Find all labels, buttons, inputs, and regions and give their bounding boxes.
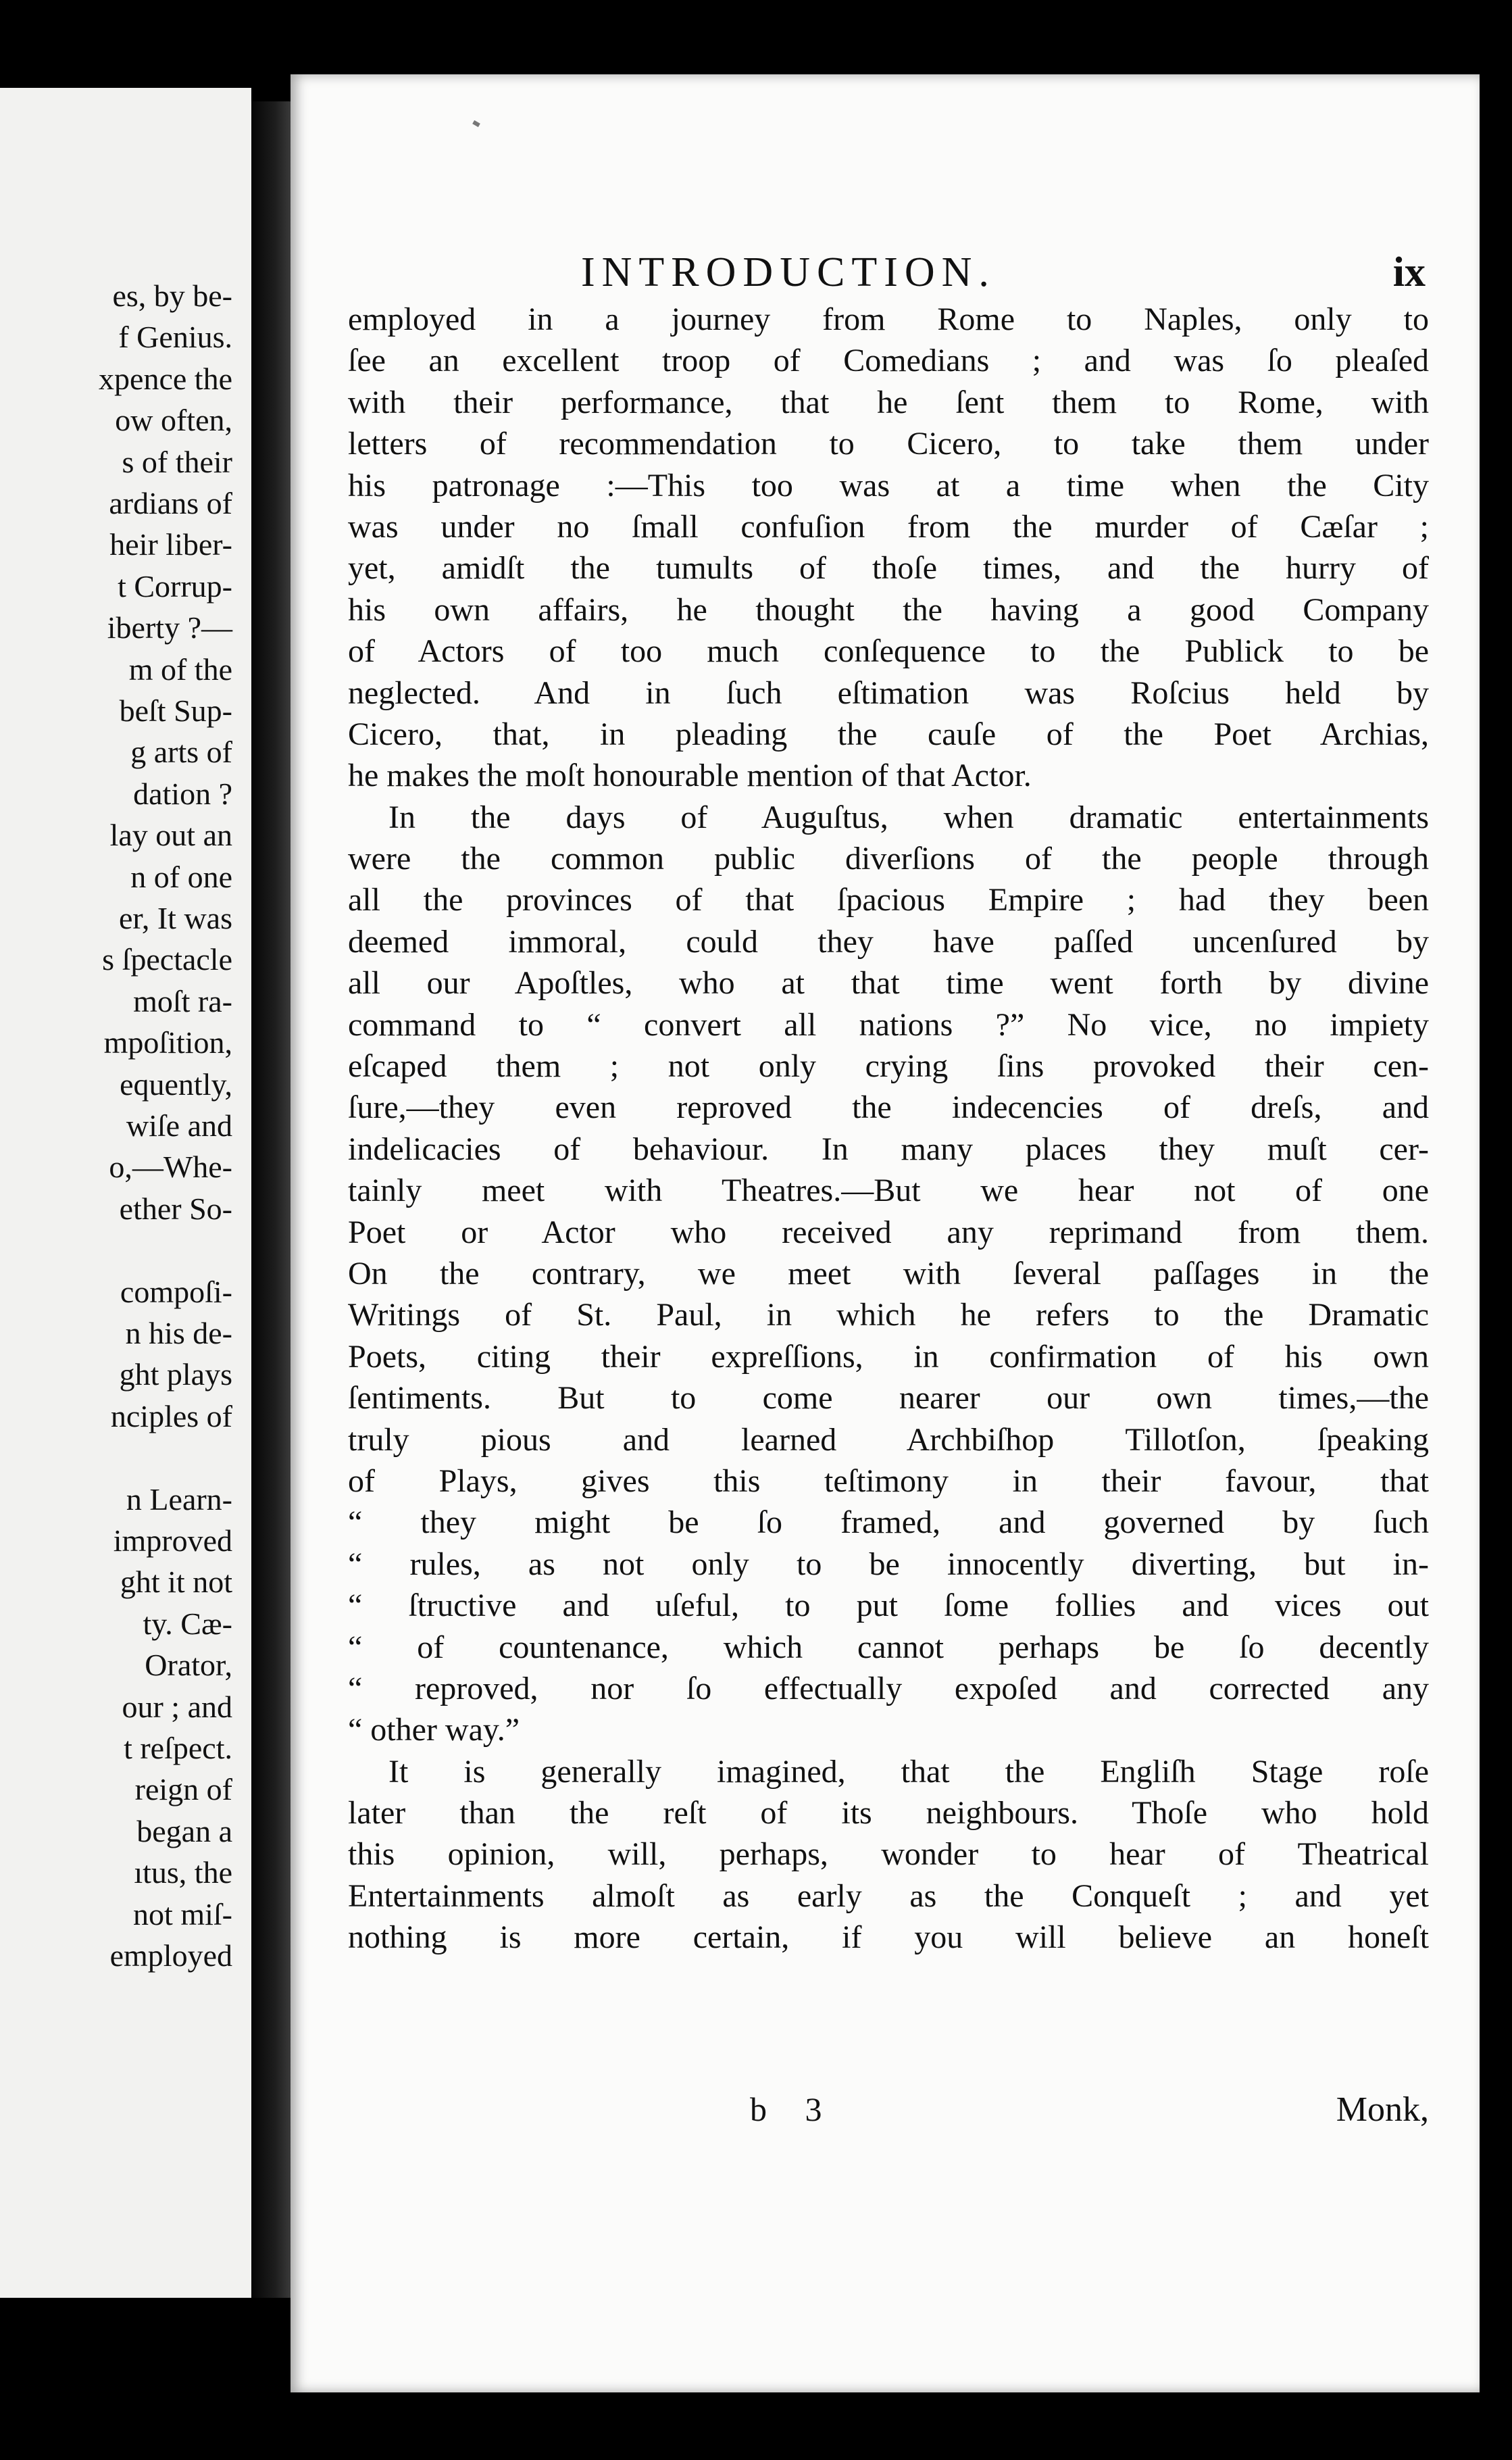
text-line: Poets, citing their expreſſions, in confirmation of his own	[348, 1338, 1429, 1375]
left-page-line: ght it not	[120, 1565, 232, 1600]
left-page-line: Orator,	[145, 1648, 232, 1683]
left-page-line: ardians of	[109, 486, 232, 520]
left-page-line: t reſpect.	[124, 1731, 232, 1765]
text-line: his patronage :—This too was at a time when the City	[348, 467, 1429, 503]
left-facing-page	[0, 88, 251, 2298]
text-line: he makes the moſt honourable mention of that Actor.	[348, 758, 1032, 794]
text-line: this opinion, will, perhaps, wonder to hear of Theatrical	[348, 1836, 1429, 1873]
left-page-line: dation ?	[133, 776, 232, 811]
text-line: was under no ſmall confuſion from the murder of Cæſar ;	[348, 508, 1429, 545]
text-line: indelicacies of behaviour. In many places they muſt cer-	[348, 1131, 1429, 1167]
text-line: Cicero, that, in pleading the cauſe of the Poet Archias,	[348, 716, 1429, 752]
left-page-line: our ; and	[122, 1689, 232, 1724]
text-line: nothing is more certain, if you will believe an honeſt	[348, 1919, 1429, 1956]
catchword: Monk,	[1336, 2090, 1429, 2129]
text-line: In the days of Auguſtus, when dramatic entertainments	[388, 799, 1429, 835]
text-line: Poet or Actor who received any reprimand from them.	[348, 1214, 1429, 1250]
text-line: of Actors of too much conſequence to the Publick to be	[348, 633, 1429, 670]
running-title: INTRODUCTION.	[581, 249, 996, 295]
signature-mark: b 3	[750, 2090, 837, 2128]
left-page-line: xpence the	[99, 361, 232, 396]
left-page-line: ght plays	[119, 1357, 232, 1392]
left-page-line: s of their	[122, 444, 232, 479]
left-page-line: ıtus, the	[134, 1855, 232, 1890]
text-line: neglected. And in ſuch eſtimation was Roſcius held by	[348, 674, 1429, 711]
left-page-line: mpoſition,	[103, 1025, 232, 1060]
text-line: employed in a journey from Rome to Naples, only to	[348, 301, 1429, 337]
left-page-line: f Genius.	[118, 320, 232, 355]
stray-ink-mark	[472, 120, 480, 127]
left-page-line: t Corrup-	[118, 568, 232, 604]
left-page-line: nciples of	[110, 1398, 232, 1433]
left-page-line: ether So-	[119, 1191, 232, 1226]
left-page-line: began a	[136, 1813, 232, 1848]
page-number: ix	[1392, 249, 1426, 295]
left-page-line: ty. Cæ-	[143, 1606, 232, 1641]
text-line: ſee an excellent troop of Comedians ; and was ſo pleaſed	[348, 343, 1429, 379]
text-line: letters of recommendation to Cicero, to take them under	[348, 426, 1429, 462]
left-page-line: n Learn-	[126, 1481, 232, 1517]
left-page-line: wiſe and	[126, 1108, 232, 1143]
left-page-line: s ſpectacle	[102, 942, 232, 977]
text-line: deemed immoral, could they have paſſed uncenſured by	[348, 923, 1429, 960]
text-line: tainly meet with Theatres.—But we hear not of one	[348, 1173, 1429, 1209]
left-page-line: g arts of	[130, 735, 232, 770]
left-page-line: iberty ?—	[107, 610, 232, 645]
text-line: all our Apoſtles, who at that time went forth by divine	[348, 965, 1429, 1002]
left-page-line: o,—Whe-	[109, 1150, 232, 1185]
left-page-line: beſt Sup-	[119, 693, 232, 728]
text-line: “ other way.”	[348, 1712, 520, 1748]
left-page-line: es, by be-	[112, 278, 232, 313]
left-page-line: employed	[109, 1938, 232, 1973]
left-page-line: n of one	[130, 859, 232, 894]
text-line: command to “ convert all nations ?” No vice, no impiety	[348, 1006, 1429, 1043]
text-line: ſentiments. But to come nearer our own times,—the	[348, 1380, 1429, 1417]
text-line: “ ſtructive and uſeful, to put ſome follies and vices out	[348, 1588, 1429, 1624]
text-line: Writings of St. Paul, in which he refers to the Dramatic	[348, 1297, 1429, 1333]
left-page-line: m of the	[128, 651, 232, 687]
text-line: with their performance, that he ſent them to Rome, with	[348, 384, 1429, 420]
body-text	[348, 299, 1429, 1959]
left-page-line: moſt ra-	[133, 983, 232, 1018]
left-page-line: lay out an	[109, 818, 232, 853]
left-page-line: equently,	[120, 1066, 232, 1102]
text-line: eſcaped them ; not only crying ſins provoked their cen-	[348, 1048, 1429, 1085]
text-line: his own affairs, he thought the having a good Company	[348, 591, 1429, 628]
left-page-line: er, It was	[118, 901, 232, 935]
text-line: truly pious and learned Archbiſhop Tillotſon, ſpeaking	[348, 1421, 1429, 1458]
left-page-line: reign of	[134, 1772, 232, 1807]
text-line: were the common public diverſions of the people through	[348, 841, 1429, 877]
left-page-line: n his de-	[125, 1316, 232, 1350]
text-line: yet, amidſt the tumults of thoſe times, and the hurry of	[348, 550, 1429, 587]
left-page-line: compoſi-	[120, 1274, 232, 1309]
text-line: of Plays, gives this teſtimony in their favour, that	[348, 1462, 1429, 1499]
text-line: ſure,—they even reproved the indecencies of dreſs, and	[348, 1089, 1429, 1126]
text-line: all the provinces of that ſpacious Empire ; had they been	[348, 882, 1429, 918]
text-line: Entertainments almoſt as early as the Conqueſt ; and yet	[348, 1877, 1429, 1914]
text-line: “ reproved, nor ſo effectually expoſed and corrected any	[348, 1670, 1429, 1706]
text-line: “ they might be ſo framed, and governed by ſuch	[348, 1504, 1429, 1541]
left-page-line: ow often,	[115, 403, 232, 438]
left-page-line: not miſ-	[133, 1896, 232, 1932]
left-page-line: improved	[113, 1523, 232, 1558]
text-line: “ rules, as not only to be innocently diverting, but in-	[348, 1546, 1429, 1582]
text-line: “ of countenance, which cannot perhaps be ſo decently	[348, 1629, 1429, 1665]
right-page	[291, 74, 1480, 2392]
left-page-line: heir liber-	[109, 527, 232, 562]
running-head	[291, 249, 1480, 296]
text-line: later than the reſt of its neighbours. Thoſe who hold	[348, 1795, 1429, 1831]
page-footer	[291, 2090, 1480, 2137]
text-line: On the contrary, we meet with ſeveral paſſages in the	[348, 1255, 1429, 1292]
book-gutter	[251, 101, 291, 2298]
text-line: It is generally imagined, that the Engliſh Stage roſe	[388, 1753, 1429, 1790]
